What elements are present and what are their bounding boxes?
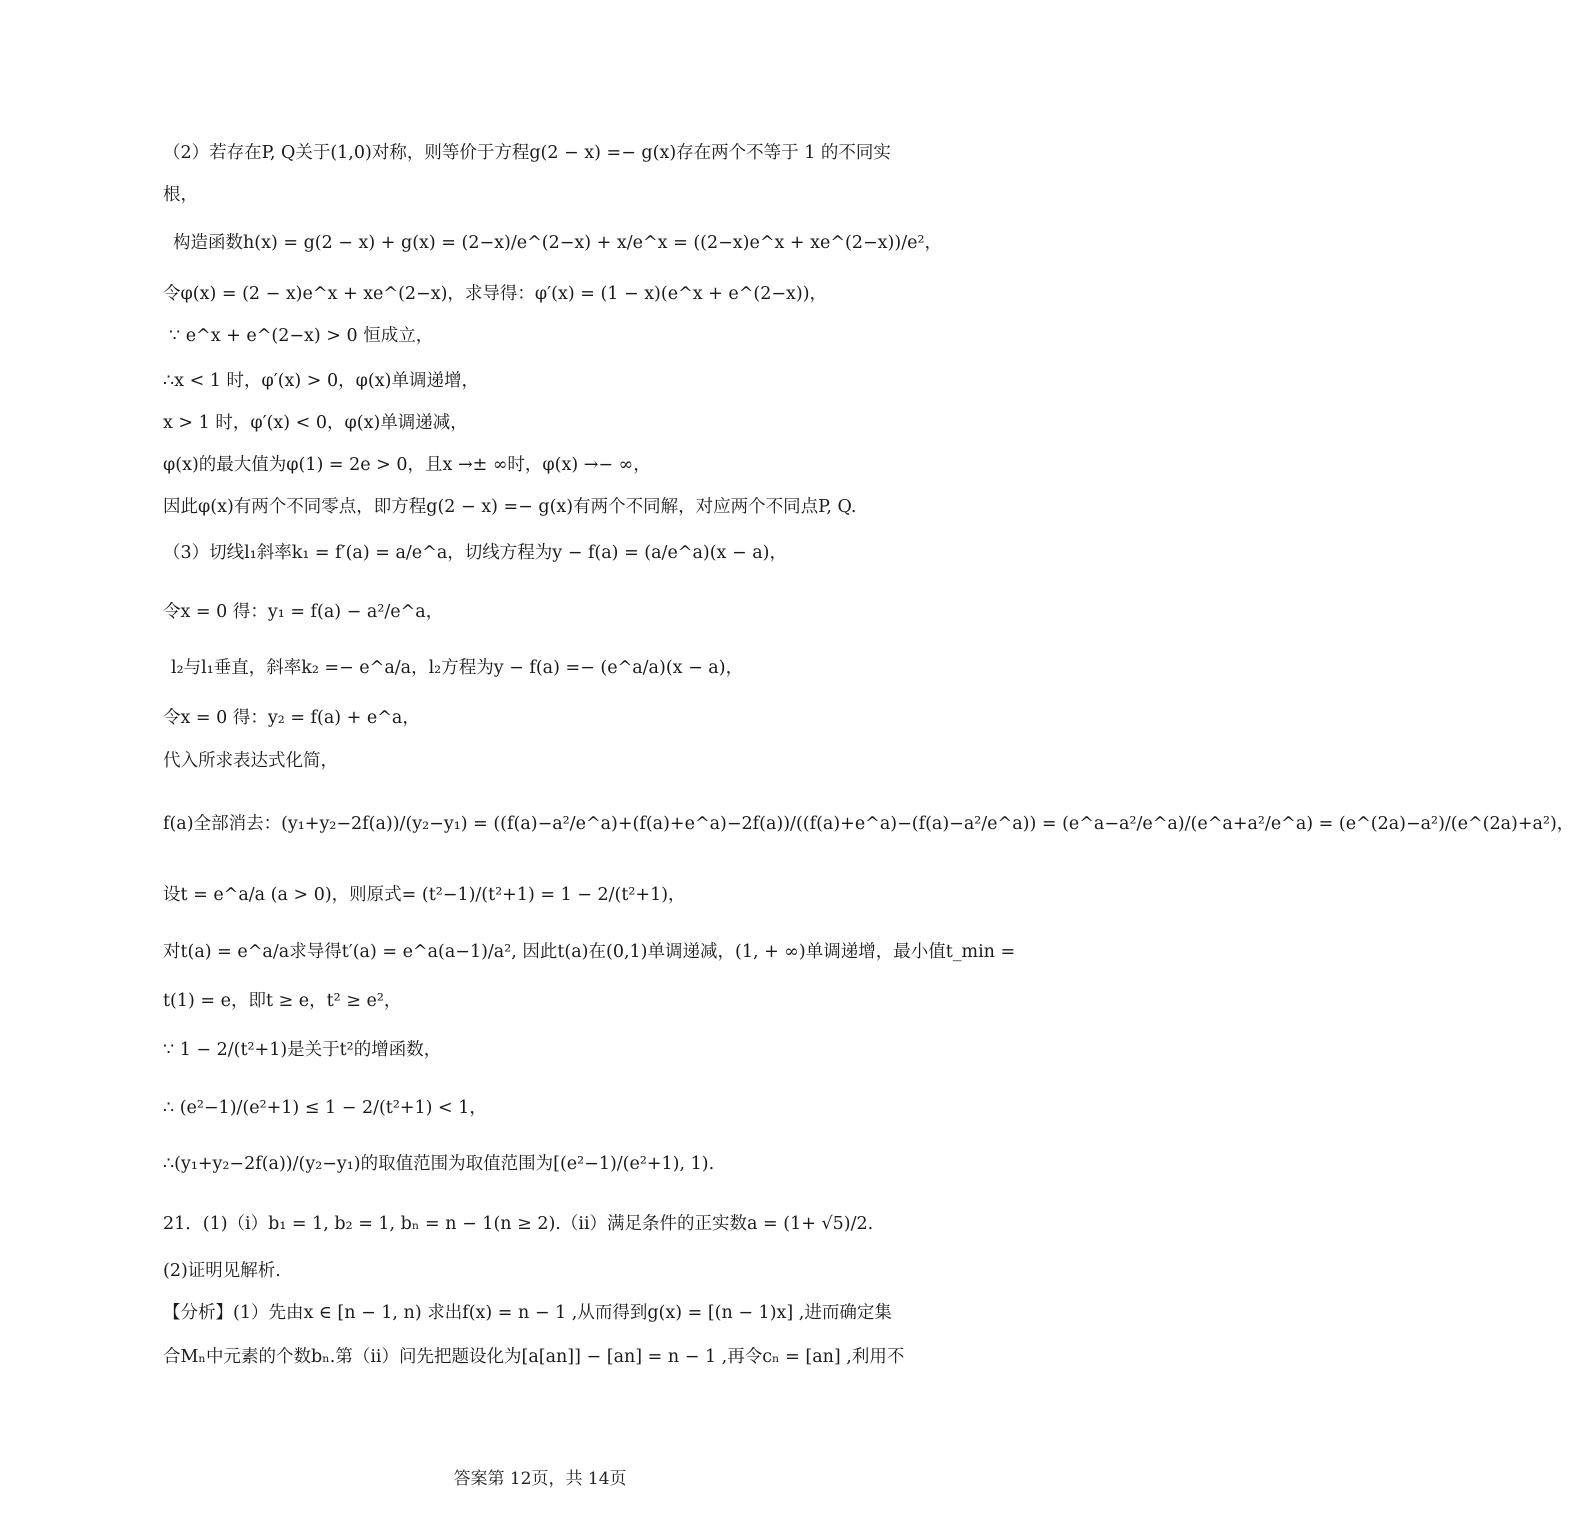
text-line: 代入所求表达式化简， (163, 751, 338, 771)
text-line: 因此φ(x)有两个不同零点，即方程g(2 − x) =− g(x)有两个不同解，对应两个不同点P, Q. (163, 497, 857, 517)
text-line: φ(x)的最大值为φ(1) = 2e > 0，且x →± ∞时，φ(x) →− ∞， (163, 455, 651, 475)
text-line: l₂与l₁垂直，斜率k₂ =− e^a/a，l₂方程为y − f(a) =− (e^a/a)(x − a)， (171, 658, 744, 678)
text-line: 令x = 0 得：y₂ = f(a) + e^a， (163, 708, 420, 728)
text-line: (2)证明见解析. (163, 1261, 281, 1281)
text-line: ∵ e^x + e^(2−x) > 0 恒成立， (169, 326, 434, 346)
page-footer: 答案第 12页，共 14页 (453, 1469, 627, 1489)
text-line: f(a)全部消去：(y₁+y₂−2f(a))/(y₂−y₁) = ((f(a)−a²/e^a)+(f(a)+e^a)−2f(a))/((f(a)+e^a)−(f(a)−a²/e^a)) = (e^a−a²/e^a)/(e^a+a²/e^a) = (e^(2a)−a²)/(e^(2a)+a²)， (163, 814, 1574, 834)
text-line: 根， (163, 185, 198, 205)
text-line: （3）切线l₁斜率k₁ = f′(a) = a/e^a，切线方程为y − f(a) = (a/e^a)(x − a)， (163, 543, 787, 563)
text-line: 21．(1)（i）b₁ = 1, b₂ = 1, bₙ = n − 1(n ≥ 2).（ii）满足条件的正实数a = (1+ √5)/2. (163, 1214, 874, 1234)
text-line: ∴x < 1 时，φ′(x) > 0，φ(x)单调递增， (163, 371, 479, 391)
text-line: ∵ 1 − 2/(t²+1)是关于t²的增函数， (163, 1040, 442, 1060)
text-line: ∴ (e²−1)/(e²+1) ≤ 1 − 2/(t²+1) < 1， (163, 1098, 487, 1118)
text-line: 对t(a) = e^a/a求导得t′(a) = e^a(a−1)/a², 因此t(a)在(0,1)单调递减，(1, + ∞)单调递增，最小值t_min = (163, 942, 1016, 962)
text-line: （2）若存在P, Q关于(1,0)对称，则等价于方程g(2 − x) =− g(x)存在两个不等于 1 的不同实 (163, 143, 891, 163)
text-line: x > 1 时，φ′(x) < 0，φ(x)单调递减， (163, 413, 468, 433)
text-line: t(1) = e，即t ≥ e，t² ≥ e²， (163, 991, 402, 1011)
text-line: 设t = e^a/a (a > 0)，则原式= (t²−1)/(t²+1) = 1 − 2/(t²+1)， (163, 885, 686, 905)
text-line: 令x = 0 得：y₁ = f(a) − a²/e^a， (163, 602, 444, 622)
text-line: ∴(y₁+y₂−2f(a))/(y₂−y₁)的取值范围为取值范围为[(e²−1)/(e²+1), 1). (163, 1154, 715, 1174)
text-line: 令φ(x) = (2 − x)e^x + xe^(2−x)，求导得：φ′(x) = (1 − x)(e^x + e^(2−x))， (163, 284, 828, 304)
text-line: 构造函数h(x) = g(2 − x) + g(x) = (2−x)/e^(2−x) + x/e^x = ((2−x)e^x + xe^(2−x))/e²， (173, 233, 942, 253)
text-line: 【分析】(1）先由x ∈ [n − 1, n) 求出f(x) = n − 1 ,从而得到g(x) = [(n − 1)x] ,进而确定集 (163, 1303, 892, 1323)
text-line: 合Mₙ中元素的个数bₙ.第（ii）问先把题设化为[a[an]] − [an] = n − 1 ,再令cₙ = [an] ,利用不 (163, 1347, 905, 1367)
